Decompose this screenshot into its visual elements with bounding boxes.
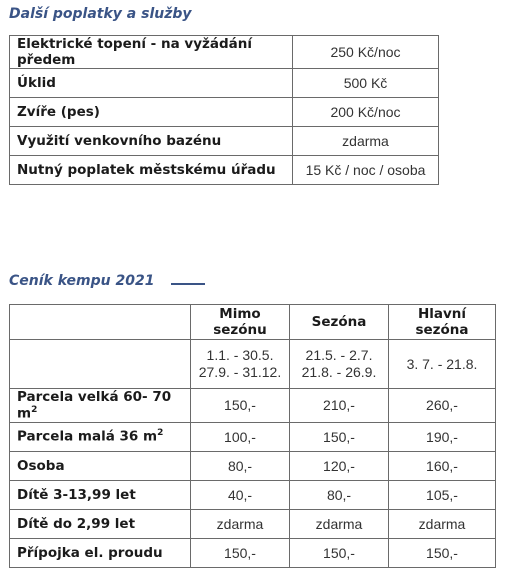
price-cell: 150,- <box>191 538 290 567</box>
price-cell: 80,- <box>191 451 290 480</box>
date-range-line: 3. 7. - 21.8. <box>406 355 478 372</box>
date-range-line: 1.1. - 30.5. <box>206 347 274 363</box>
row-label-superscript: 2 <box>157 428 164 439</box>
price-cell: 80,- <box>290 480 389 509</box>
price-cell: 105,- <box>389 480 496 509</box>
column-header-empty <box>10 305 191 340</box>
price-cell: zdarma <box>290 509 389 538</box>
fee-label: Využití venkovního bazénu <box>10 127 293 156</box>
fee-label: Nutný poplatek městskému úřadu <box>10 156 293 185</box>
row-label-superscript: 2 <box>31 405 38 415</box>
dates-row <box>10 340 496 389</box>
fee-value: 200 Kč/noc <box>293 98 439 127</box>
price-cell: 120,- <box>290 451 389 480</box>
price-cell: zdarma <box>389 509 496 538</box>
price-row-label <box>10 422 191 451</box>
price-row-label: Přípojka el. proudu <box>10 538 191 567</box>
price-cell: 150,- <box>290 538 389 567</box>
fee-value: 500 Kč <box>293 69 439 98</box>
table-row <box>10 69 439 98</box>
row-label-text: Parcela malá 36 m <box>17 428 158 445</box>
camp-section-title: Ceník kempu 2021 <box>9 273 155 289</box>
fee-value: 15 Kč / noc / osoba <box>293 156 439 185</box>
price-cell: 150,- <box>389 538 496 567</box>
price-cell: 210,- <box>290 389 389 423</box>
table-row <box>10 509 496 538</box>
date-range-line: 21.5. - 2.7. <box>305 347 373 363</box>
price-cell: 40,- <box>191 480 290 509</box>
date-range-cell <box>389 340 496 389</box>
date-range-line: 21.8. - 26.9. <box>301 364 377 380</box>
title-underline-divider <box>171 283 205 285</box>
fees-table <box>9 35 439 185</box>
price-cell: zdarma <box>191 509 290 538</box>
table-row <box>10 98 439 127</box>
fee-value: zdarma <box>293 127 439 156</box>
column-header-season: Sezóna <box>290 305 389 340</box>
table-row <box>10 389 496 423</box>
date-range-cell <box>290 340 389 389</box>
date-range-cell <box>191 340 290 389</box>
price-cell: 100,- <box>191 422 290 451</box>
price-row-label: Osoba <box>10 451 191 480</box>
price-cell: 260,- <box>389 389 496 423</box>
table-row <box>10 127 439 156</box>
fee-label: Elektrické topení - na vyžádání předem <box>10 36 293 69</box>
price-cell: 160,- <box>389 451 496 480</box>
column-header-off-season: Mimo sezónu <box>191 305 290 340</box>
table-row <box>10 538 496 567</box>
date-range-line: 27.9. - 31.12. <box>198 364 282 380</box>
table-row <box>10 451 496 480</box>
price-cell: 150,- <box>290 422 389 451</box>
price-row-label <box>10 389 191 423</box>
price-cell: 190,- <box>389 422 496 451</box>
price-row-label: Dítě do 2,99 let <box>10 509 191 538</box>
price-cell: 150,- <box>191 389 290 423</box>
fees-section-title: Další poplatky a služby <box>9 6 192 22</box>
fee-label: Zvíře (pes) <box>10 98 293 127</box>
price-row-label: Dítě 3-13,99 let <box>10 480 191 509</box>
row-label-text: Parcela velká 60- 70 m <box>17 389 172 422</box>
column-header-main-season: Hlavní sezóna <box>389 305 496 340</box>
table-row <box>10 156 439 185</box>
fee-value: 250 Kč/noc <box>293 36 439 69</box>
table-row <box>10 422 496 451</box>
dates-row-empty-cell <box>10 340 191 389</box>
table-header-row <box>10 305 496 340</box>
fee-label: Úklid <box>10 69 293 98</box>
camp-price-table <box>9 304 496 568</box>
table-row <box>10 480 496 509</box>
table-row <box>10 36 439 69</box>
